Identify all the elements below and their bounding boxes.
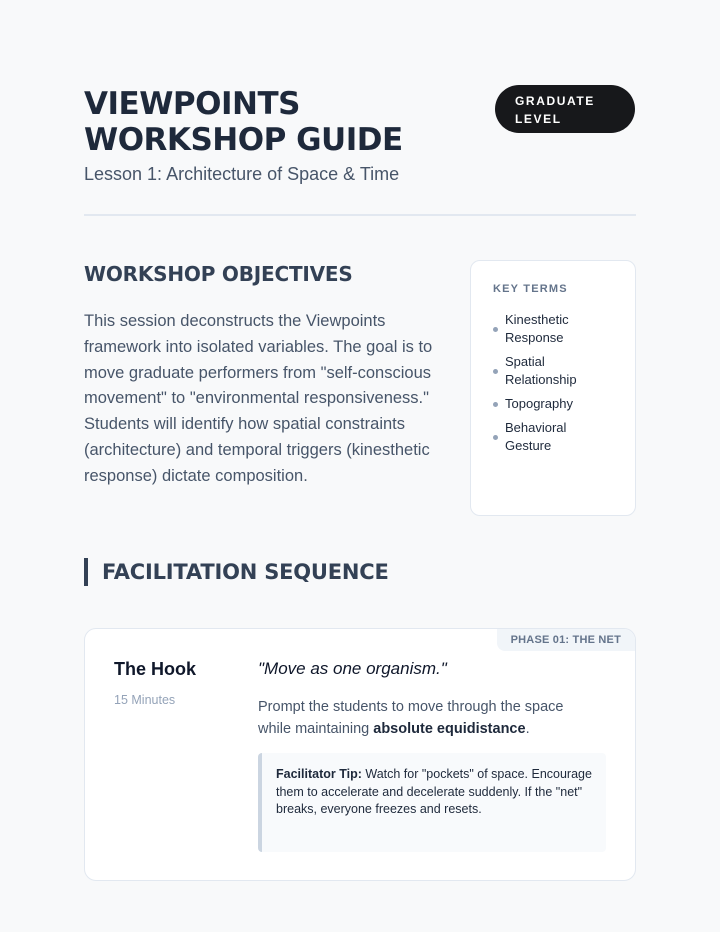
activity-prompt	[258, 696, 598, 740]
facilitator-tip	[258, 753, 606, 852]
key-term-item	[493, 311, 613, 347]
bullet-dot-icon	[493, 435, 498, 440]
key-term-text: Behavioral Gesture	[505, 420, 567, 453]
prompt-end: .	[525, 721, 530, 737]
section-accent-bar	[84, 558, 88, 586]
key-term-item	[493, 395, 613, 413]
bullet-dot-icon	[493, 327, 498, 332]
key-term-text: Topography	[505, 396, 573, 411]
objectives-body: This session deconstructs the Viewpoints framework into isolated variables. The goal is to move graduate performers from "self-conscious movement" to "environmental responsiveness." Students will identify how spatial constraints (architecture) and temporal triggers (kinesthetic response) dictate composition.	[84, 312, 433, 485]
prompt-text: Prompt the students to move through the space while maintaining	[258, 699, 564, 737]
tip-label: Facilitator Tip:	[276, 767, 362, 781]
bullet-dot-icon	[493, 402, 498, 407]
bullet-dot-icon	[493, 369, 498, 374]
key-terms-list	[493, 311, 613, 455]
level-badge: GRADUATE LEVEL	[495, 85, 635, 133]
phase-card	[84, 628, 636, 881]
tip-text: Watch for "pockets" of space. Encourage them to accelerate and decelerate suddenly. If the "net" breaks, everyone freezes and resets.	[276, 767, 592, 817]
activity-quote: "Move as one organism."	[258, 659, 447, 678]
header-divider	[84, 214, 636, 216]
key-term-item	[493, 353, 613, 389]
sequence-heading: FACILITATION SEQUENCE	[102, 560, 389, 584]
key-terms-panel	[470, 260, 636, 516]
phase-tag: PHASE 01: THE NET	[497, 629, 635, 651]
page-subtitle: Lesson 1: Architecture of Space & Time	[84, 164, 400, 184]
activity-title: The Hook	[114, 659, 197, 679]
key-terms-label: KEY TERMS	[493, 283, 568, 295]
key-term-item	[493, 419, 613, 455]
key-term-text: Kinesthetic Response	[505, 312, 569, 345]
activity-duration: 15 Minutes	[114, 693, 176, 707]
key-term-text: Spatial Relationship	[505, 354, 577, 387]
page-title: VIEWPOINTS WORKSHOP GUIDE	[84, 86, 403, 158]
objectives-heading: WORKSHOP OBJECTIVES	[84, 262, 353, 286]
prompt-emphasis: absolute equidistance	[373, 721, 526, 737]
